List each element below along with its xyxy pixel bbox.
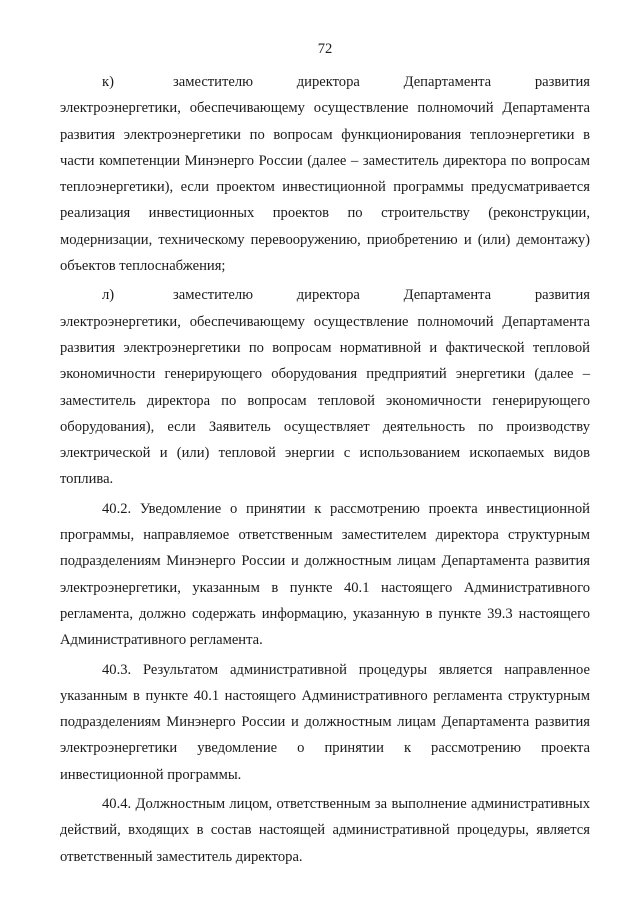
list-item-k [60, 69, 590, 279]
paragraph-40-4: 40.4. Должностным лицом, ответственным за выполнение административных действий, входящих в состав настоящей административной процедуры, является ответственный заместитель директора. [60, 796, 590, 865]
page-number: 72 [317, 41, 333, 57]
paragraph-40-2: 40.2. Уведомление о принятии к рассмотрению проекта инвестиционной программы, направляемое ответственным заместителем директора структурным подразделениям Минэнерго России и должностным лицам Департамента развития электроэнергетики, указанным в пункте 40.1 настоящего Административного регламента, должно содержать информацию, указанную в пункте 39.3 настоящего Административного регламента. [60, 500, 590, 649]
list-item-text: заместителю директора Департамента развития электроэнергетики, обеспечивающему осуществление полномочий Департамента развития электроэнергетики по вопросам функционирования теплоэнергетики в части компетенции Минэнерго России (далее – заместитель директора по вопросам теплоэнергетики), если проектом инвестиционной программы предусматривается реализация инвестиционных проектов по строительству (реконструкции, модернизации, техническому перевооружению, приобретению и (или) демонтажу) объектов теплоснабжения; [60, 74, 590, 275]
list-item-l [60, 282, 590, 492]
paragraph-40-3: 40.3. Результатом административной процедуры является направленное указанным в пункте 40.1 настоящего Административного регламента структурным подразделениям Минэнерго России и должностным лицам Департамента развития электроэнергетики уведомление о принятии к рассмотрению проекта инвестиционной программы. [60, 661, 590, 783]
list-item-marker: л) [102, 287, 115, 304]
list-item-text: заместителю директора Департамента развития электроэнергетики, обеспечивающему осуществление полномочий Департамента развития электроэнергетики по вопросам нормативной и фактической тепловой экономичности генерирующего оборудования предприятий энергетики (далее – заместитель директора по вопросам тепловой экономичности генерирующего оборудования), если Заявитель осуществляет деятельность по производству электрической и (или) тепловой энергии с использованием ископаемых видов топлива. [60, 287, 590, 488]
list-item-marker: к) [102, 74, 114, 90]
